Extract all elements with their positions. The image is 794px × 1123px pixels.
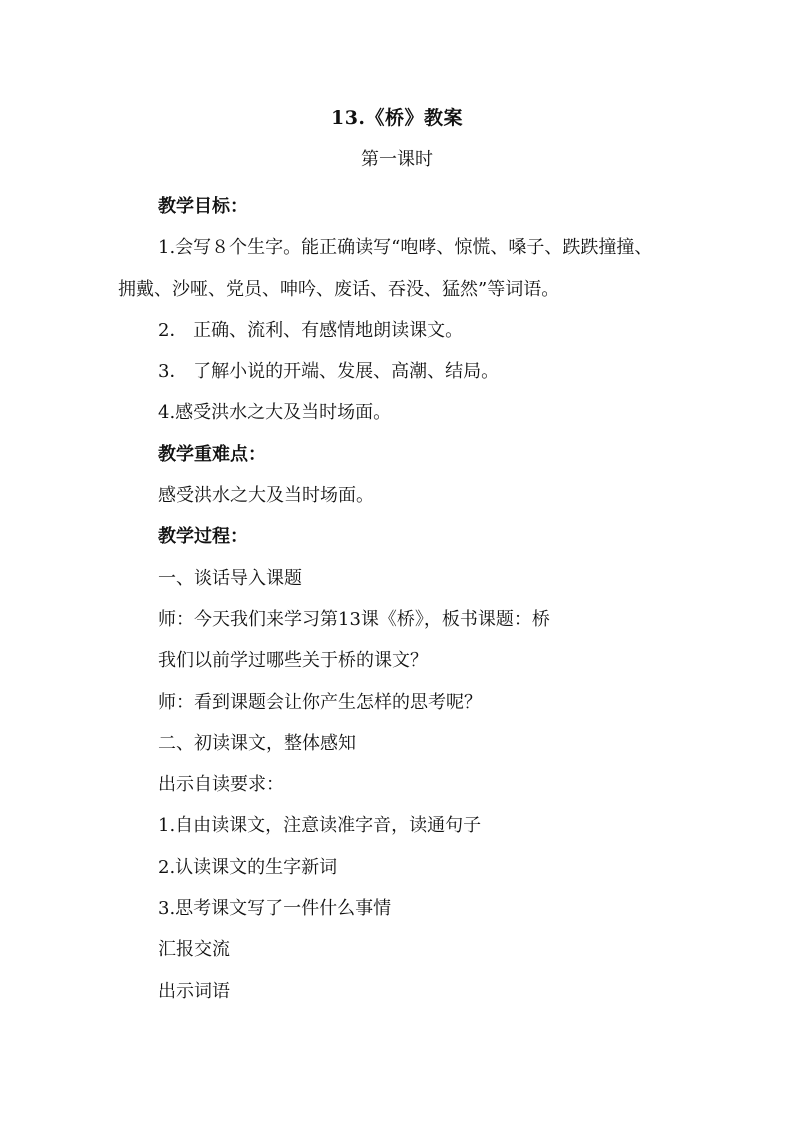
objective-1-line-2: 拥戴、沙哑、党员、呻吟、废话、吞没、猛然”等词语。 [118,278,560,300]
objective-1 [118,227,688,310]
step-2-line-2: 汇报交流 [158,939,230,961]
key-points-heading: 教学重难点： [158,443,266,465]
objective-2: 2． 正确、流利、有感情地朗读课文。 [158,319,464,341]
step-2-item-2: 2.认读课文的生字新词 [158,856,338,878]
objectives-heading: 教学目标： [158,196,248,217]
objective-1-line-1: 1.会写８个生字。能正确读写“咆哮、惊慌、嗓子、跌跌撞撞、 [158,237,653,259]
objective-4: 4.感受洪水之大及当时场面。 [158,402,392,424]
process-heading: 教学过程： [158,526,248,548]
step-2-line-1: 出示自读要求： [158,774,284,796]
step-2-line-3: 出示词语 [158,980,230,1002]
step-2-heading: 二、初读课文，整体感知 [158,732,356,754]
step-1-line-1: 师：今天我们来学习第13课《桥》，板书课题：桥 [158,608,550,630]
document-body [118,186,688,1012]
key-points-text: 感受洪水之大及当时场面。 [158,485,374,507]
step-2-item-1: 1.自由读课文，注意读准字音，读通句子 [158,815,482,837]
objective-3: 3． 了解小说的开端、发展、高潮、结局。 [158,361,500,383]
step-2-item-3: 3.思考课文写了一件什么事情 [158,898,392,920]
step-1-heading: 一、谈话导入课题 [158,567,302,589]
step-1-line-2: 我们以前学过哪些关于桥的课文？ [158,650,428,672]
lesson-subtitle: 第一课时 [361,149,433,170]
page-title: 13.《桥》教案 [330,107,464,129]
step-1-line-3: 师：看到课题会让你产生怎样的思考呢？ [158,691,482,713]
